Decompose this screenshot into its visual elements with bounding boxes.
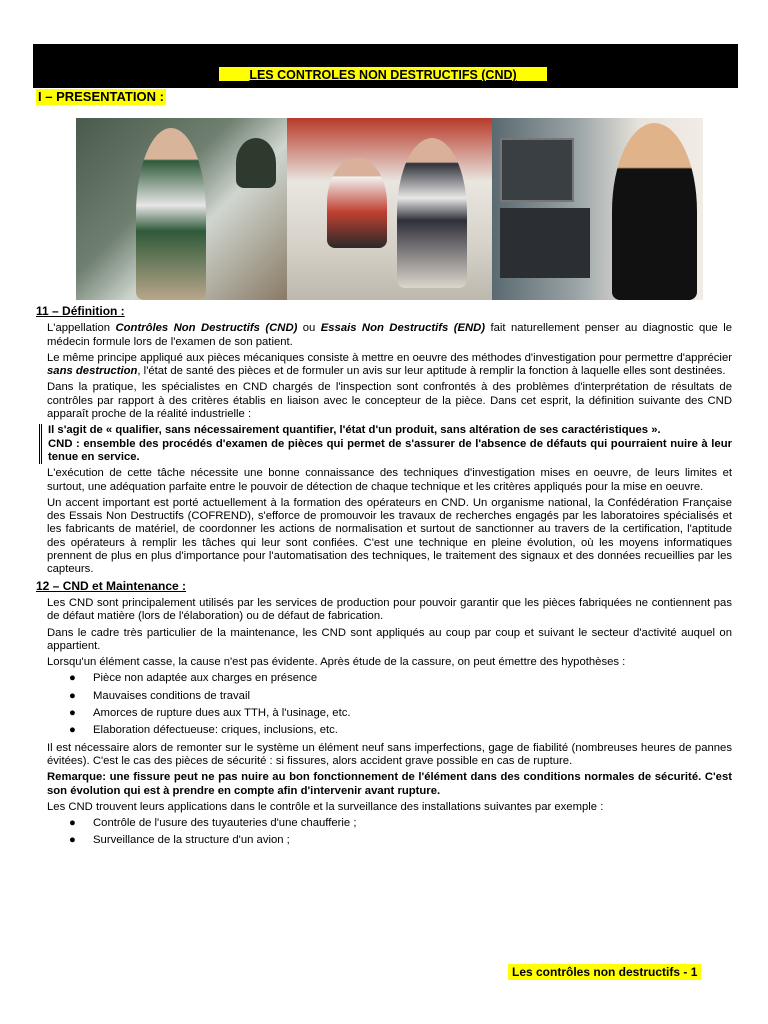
maintenance-paragraph-5: Les CND trouvent leurs applications dans le contrôle et la surveillance des installations suivantes par exemple : xyxy=(47,800,604,813)
definition-quote xyxy=(39,424,732,464)
text: L'appellation xyxy=(47,322,116,335)
definition-paragraph-5: Un accent important est porté actuellement à la formation des opérateurs en CND. Un organisme national, la Confédération Française des Essais Non Destructifs (COFREND), s'efforce de promouvoir les travaux de recherches engagés par les laboratoires spécialisés et les fabricants de matériel, de coordonner les actions de normalisation et surtout de sanctionner au travers de la certification, l'aptitude des opérateurs à remplir les tâches qui leur sont confiées. C'est une technique en pleine évolution, où les moyens informatiques prennent de plus en plus d'importance pour l'automatisation des techniques, le traitement des signaux et des données recueillies par les capteurs. xyxy=(47,496,732,576)
quote-line-1: Il s'agit de « qualifier, sans nécessairement quantifier, l'état d'un produit, sans altération de ses caractéristiques ». xyxy=(48,424,661,437)
list-item xyxy=(36,707,732,720)
list-item-text: Contrôle de l'usure des tuyauteries d'une chaufferie ; xyxy=(93,817,357,830)
maintenance-paragraph-4: Il est nécessaire alors de remonter sur le système un élément neuf sans imperfections, gage de fiabilité (nombreuses heures de pannes évitées). C'est le cas des pièces de sécurité : si fissures, alors accident grave possible en cas de rupture. xyxy=(47,741,732,767)
list-item xyxy=(36,672,732,685)
causes-list xyxy=(36,672,732,737)
bullet-icon: ● xyxy=(69,834,76,847)
maintenance-heading: 12 – CND et Maintenance : xyxy=(36,578,187,593)
photo-lab-technician xyxy=(76,118,287,300)
bullet-icon: ● xyxy=(69,707,76,720)
term-sans-destruction: sans destruction xyxy=(47,365,138,378)
definition-paragraph-1 xyxy=(47,322,732,349)
quote-line-2: CND : ensemble des procédés d'examen de pièces qui permet de s'assurer de l'absence de défauts qui pourraient nuire à leur tenue en service. xyxy=(48,437,732,463)
maintenance-remark: Remarque: une fissure peut ne pas nuire au bon fonctionnement de l'élément dans des conditions normales de sécurité. C'est son évolution qui est à prendre en compte afin d'intervenir avant rupture. xyxy=(47,771,732,797)
photo-strip xyxy=(76,118,703,300)
document-body xyxy=(36,305,732,852)
definition-paragraph-2 xyxy=(47,352,732,379)
document-title: LES CONTROLES NON DESTRUCTIFS (CND) xyxy=(218,66,548,82)
bullet-icon: ● xyxy=(69,672,76,685)
photo-aircraft-inspection xyxy=(287,118,492,300)
list-item-text: Surveillance de la structure d'un avion ; xyxy=(93,834,290,847)
bullet-icon: ● xyxy=(69,689,76,702)
term-cnd: Contrôles Non Destructifs (CND) xyxy=(115,322,298,335)
list-item-text: Pièce non adaptée aux charges en présence xyxy=(93,672,318,685)
list-item-text: Mauvaises conditions de travail xyxy=(93,689,250,702)
list-item xyxy=(36,817,732,830)
photo-ultrasonic-equipment xyxy=(492,118,703,300)
bullet-icon: ● xyxy=(69,817,76,830)
list-item xyxy=(36,690,732,703)
text: ou xyxy=(297,322,321,335)
definition-heading: 11 – Définition : xyxy=(36,304,125,318)
definition-paragraph-3: Dans la pratique, les spécialistes en CND chargés de l'inspection sont confrontés à des problèmes d'interprétation de résultats de contrôles par rapport à des critères établis en liaison avec le concepteur de la pièce. Dans cet esprit, la définition suivante des CND apparaît proche de la réalité industrielle : xyxy=(47,381,732,421)
list-item-text: Elaboration défectueuse: criques, inclusions, etc. xyxy=(93,724,338,737)
page-footer: Les contrôles non destructifs - 1 xyxy=(508,964,701,980)
definition-paragraph-4: L'exécution de cette tâche nécessite une bonne connaissance des techniques d'investigation mises en oeuvre, de leurs limites et surtout, une adéquation parfaite entre le pouvoir de détection de chaque technique et les critères appliqués pour la mise en oeuvre. xyxy=(47,467,732,493)
text: , l'état de santé des pièces et de formuler un avis sur leur aptitude à remplir la fonction à laquelle elles sont destinées. xyxy=(137,365,726,378)
maintenance-paragraph-2: Dans le cadre très particulier de la maintenance, les CND sont appliqués au coup par coup et suivant le secteur d'activité auquel on appartient. xyxy=(47,626,732,652)
bullet-icon: ● xyxy=(69,724,76,737)
list-item xyxy=(36,834,732,847)
list-item xyxy=(36,724,732,737)
text: Le même principe appliqué aux pièces mécaniques consiste à mettre en oeuvre des méthodes d'investigation pour permettre d'apprécier xyxy=(47,351,732,364)
maintenance-paragraph-3: Lorsqu'un élément casse, la cause n'est pas évidente. Après étude de la cassure, on peut émettre des hypothèses : xyxy=(47,656,626,669)
section-title: I – PRESENTATION : xyxy=(38,89,164,104)
term-end: Essais Non Destructifs (END) xyxy=(320,322,486,335)
text: fait naturellement penser au diagnostic que le médecin formule lors de l'examen de son patient. xyxy=(47,322,732,348)
list-item-text: Amorces de rupture dues aux TTH, à l'usinage, etc. xyxy=(93,707,351,720)
applications-list xyxy=(36,817,732,848)
maintenance-paragraph-1: Les CND sont principalement utilisés par les services de production pour pouvoir garantir que les pièces fabriquées ne contiennent pas de défaut matière (lors de l'élaboration) ou de défaut de fabrication. xyxy=(47,596,732,623)
